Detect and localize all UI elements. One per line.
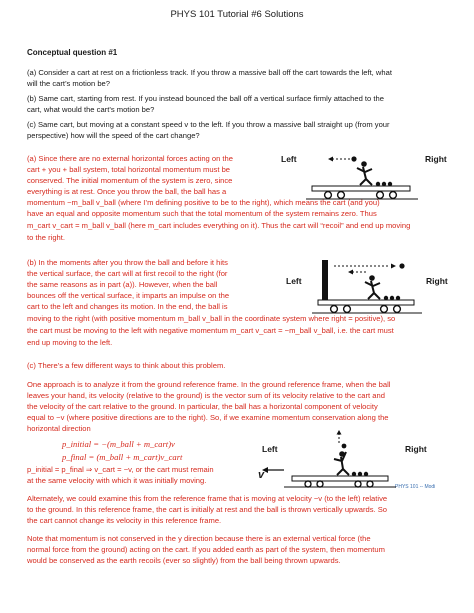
answer-a-line: have an equal and opposite momentum such that the total momentum of the system remains zero. Thus	[27, 209, 377, 218]
figure-credit: PHYS 101 -- Modi	[395, 484, 436, 490]
cart-figure-c	[262, 430, 437, 488]
answer-c-p2-line: the cart cannot change its velocity in this reference frame.	[27, 516, 222, 525]
answer-c-p3-line: would be conserved as the earth recoils (ever so slightly) from the ball being thrown upwards.	[27, 556, 341, 565]
question-c-line: (c) Same cart, but moving at a constant speed v to the left. If you throw a massive ball straight up (from your	[27, 120, 390, 129]
answer-b-line: moving to the right (with positive momentum m_ball v_ball in the coordinate system where right = positive), so	[27, 314, 396, 323]
answer-b-line: cart to the left and changes its motion. In the end, the ball is	[27, 302, 228, 311]
answer-c-p2-line: Alternately, we could examine this from the reference frame that is moving at velocity −v (to the left) relative	[27, 494, 388, 503]
equation-p-initial: p_initial = −(m_ball + m_cart)v	[62, 439, 175, 449]
figure-b-left-label: Left	[286, 276, 302, 286]
answer-c-p1-line: horizontal direction	[27, 424, 91, 433]
answer-b-line: (b) In the moments after you throw the ball and before it hits	[27, 258, 228, 267]
section-heading: Conceptual question #1	[27, 48, 118, 57]
answer-b-line: the same reasons as in part (a)). However, when the ball	[27, 280, 218, 289]
figure-c-left-label: Left	[262, 444, 278, 454]
page-title: PHYS 101 Tutorial #6 Solutions	[170, 9, 304, 20]
figure-b-right-label: Right	[426, 276, 448, 286]
answer-b-line: the cart must be moving to the left with negative momentum m_cart v_cart = −m_ball v_ball, i.e. the cart must	[27, 326, 394, 335]
answer-a-line: (a) Since there are no external horizontal forces acting on the	[27, 154, 233, 163]
answer-c-intro: (c) There’s a few different ways to think about this problem.	[27, 361, 226, 370]
cart-figure-b	[312, 258, 427, 314]
question-c-line: perspective) how will the speed of the cart change?	[27, 131, 200, 140]
question-a-line: (a) Consider a cart at rest on a frictionless track. If you throw a massive ball off the cart towards the left, what	[27, 68, 392, 77]
answer-b-line: end up moving to the left.	[27, 338, 113, 347]
answer-c-p2-line: to the ground. In this reference frame, the cart is initially at rest and the ball is thrown vertically upwards. So	[27, 505, 388, 514]
equation-p-final: p_final = (m_ball + m_cart)v_cart	[62, 452, 183, 462]
answer-c-p1-line: the velocity of the cart relative to the ground. In particular, the ball has a horizontal component of velocity	[27, 402, 378, 411]
answer-a-line: to the right.	[27, 233, 65, 242]
question-a-line: will the cart’s motion be?	[27, 79, 111, 88]
question-b-line: cart, what would the cart’s motion be?	[27, 105, 155, 114]
figure-c-right-label: Right	[405, 444, 427, 454]
answer-c-p3-line: Note that momentum is not conserved in the y direction because there is an external vertical force (the	[27, 534, 371, 543]
answer-a-line: m_cart v_cart = m_ball v_ball (here m_cart includes everything on it). Thus the cart will “recoil” and end up moving	[27, 221, 411, 230]
answer-a-line: momentum −m_ball v_ball (where I’m defining positive to be to the right), which means the cart (and you)	[27, 198, 380, 207]
figure-a-left-label: Left	[281, 154, 297, 164]
answer-a-line: conserved. The initial momentum of the system is zero, since	[27, 176, 233, 185]
answer-c-p1-line: leaves your hand, its velocity (relative to the ground) is the vector sum of its velocity relative to the cart and	[27, 391, 385, 400]
answer-b-line: the vertical surface, the cart will at first recoil to the right (for	[27, 269, 228, 278]
velocity-label: v	[258, 469, 265, 481]
answer-c-p1-line: equal to −v (where positive directions are to the right). So, if we examine momentum conservation along the	[27, 413, 389, 422]
answer-a-line: everything is at rest. Once you throw the ball, the ball has a	[27, 187, 227, 196]
figure-a-right-label: Right	[425, 154, 447, 164]
answer-c-p1-line: One approach is to analyze it from the ground reference frame. In the ground reference frame, when the ball	[27, 380, 391, 389]
question-b-line: (b) Same cart, starting from rest. If you instead bounced the ball off a vertical surface firmly attached to the	[27, 94, 384, 103]
answer-a-line: cart + you + ball system, total horizontal momentum must be	[27, 165, 231, 174]
cart-figure-a	[306, 150, 426, 200]
answer-b-line: bounces off the vertical surface, it imparts an impulse on the	[27, 291, 230, 300]
equation-result: p_initial = p_final ⇒ v_cart = −v, or the cart must remain	[27, 465, 214, 474]
answer-c-p3-line: normal force from the ground) acting on the cart. If you added earth as part of the system, then momentum	[27, 545, 385, 554]
equation-conclusion: at the same velocity with which it was initially moving.	[27, 476, 207, 485]
